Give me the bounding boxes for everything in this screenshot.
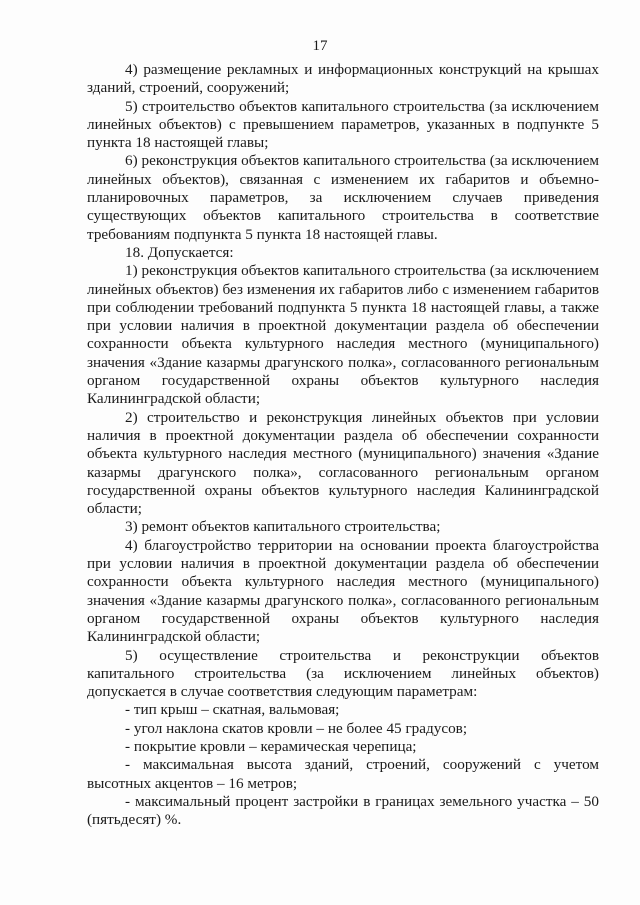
page-number: 17 bbox=[312, 38, 328, 54]
document-body bbox=[87, 61, 599, 829]
paragraph-allowed-2: 2) строительство и реконструкция линейных объектов при условии наличия в проектной документации раздела об обеспечении сохранности объекта культурного наследия местного (муниципального) значения «Здание казармы драгунского полка», согласованного региональным органом государственной охраны объектов культурного наследия Калининградской области; bbox=[87, 408, 599, 518]
paragraph-allowed-5: 5) осуществление строительства и реконструкции объектов капитального строительства (за исключением линейных объектов) допускается в случае соответствия следующим параметрам: bbox=[87, 646, 599, 701]
paragraph-allowed-1: 1) реконструкция объектов капитального строительства (за исключением линейных объектов) без изменения их габаритов либо с изменением габаритов при соблюдении требований подпункта 5 пункта 18 настоящей главы, а также при условии наличия в проектной документации раздела об обеспечении сохранности объекта культурного наследия местного (муниципального) значения «Здание казармы драгунского полка», согласованного региональным органом государственной охраны объектов культурного наследия Калининградской области; bbox=[87, 262, 599, 408]
list-item-roof-type: - тип крыш – скатная, вальмовая; bbox=[125, 701, 340, 719]
list-item-roof-slope: - угол наклона скатов кровли – не более 45 градусов; bbox=[125, 719, 468, 737]
list-item-max-height: - максимальная высота зданий, строений, сооружений с учетом высотных акцентов – 16 метров; bbox=[87, 756, 599, 792]
paragraph-allowed-4: 4) благоустройство территории на основании проекта благоустройства при условии наличия в проектной документации раздела об обеспечении сохранности объекта культурного наследия местного (муниципального) значения «Здание казармы драгунского полка», согласованного региональным органом государственной охраны объектов культурного наследия Калининградской области; bbox=[87, 536, 599, 646]
paragraph-prohibition-6: 6) реконструкция объектов капитального строительства (за исключением линейных объектов), связанная с изменением их габаритов и объемно-планировочных параметров, за исключением случаев приведения существующих объектов капитального строительства в соответствие требованиям подпункта 5 пункта 18 настоящей главы. bbox=[87, 152, 599, 243]
list-item-roof-covering: - покрытие кровли – керамическая черепица; bbox=[125, 737, 417, 755]
list-item-max-coverage: - максимальный процент застройки в границах земельного участка – 50 (пятьдесят) %. bbox=[87, 792, 599, 829]
paragraph-allowed-3: 3) ремонт объектов капитального строительства; bbox=[125, 518, 441, 536]
paragraph-prohibition-4: 4) размещение рекламных и информационных конструкций на крышах зданий, строений, сооружений; bbox=[87, 61, 599, 97]
paragraph-prohibition-5: 5) строительство объектов капитального строительства (за исключением линейных объектов) с превышением параметров, указанных в подпункте 5 пункта 18 настоящей главы; bbox=[87, 97, 599, 152]
section-heading-18: 18. Допускается: bbox=[125, 243, 234, 261]
